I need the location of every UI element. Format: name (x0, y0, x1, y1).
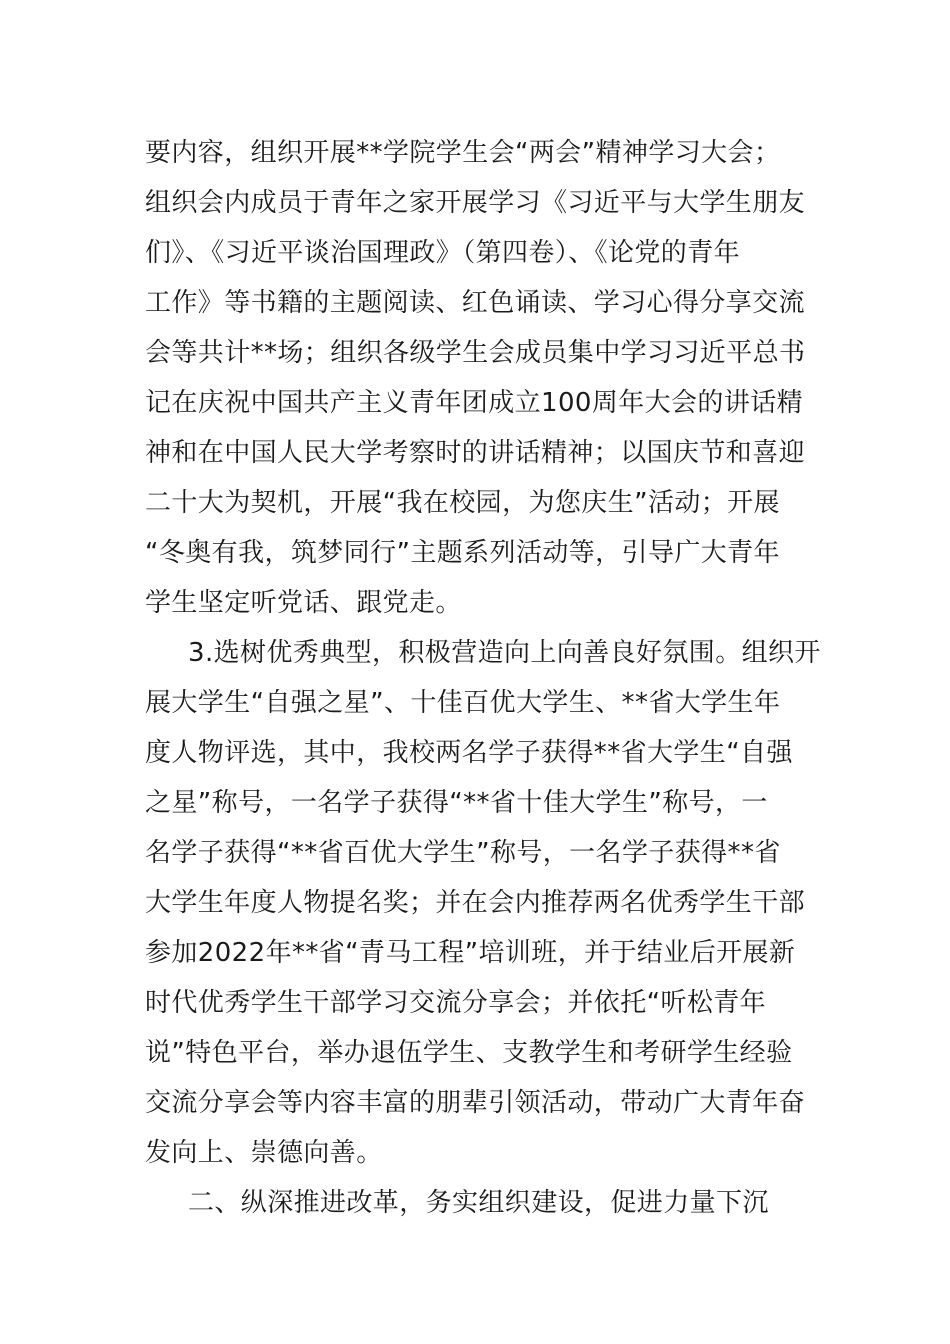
text-line: 工作》等书籍的主题阅读、红色诵读、学习心得分享交流 (145, 288, 806, 318)
text-line: 会等共计**场；组织各级学生会成员集中学习习近平总书 (145, 338, 806, 368)
text-line: 学生坚定听党话、跟党走。 (145, 588, 462, 618)
text-line: 度人物评选，其中，我校两名学子获得**省大学生“自强 (145, 738, 793, 768)
text-line: 时代优秀学生干部学习交流分享会；并依托“听松青年 (145, 988, 767, 1018)
text-line: 组织会内成员于青年之家开展学习《习近平与大学生朋友 (145, 188, 806, 218)
text-line: “冬奥有我，筑梦同行”主题系列活动等，引导广大青年 (145, 538, 780, 568)
section-heading: 二、纵深推进改革，务实组织建设，促进力量下沉 (188, 1188, 769, 1218)
text-line: 大学生年度人物提名奖；并在会内推荐两名优秀学生干部 (145, 888, 806, 918)
text-line: 之星”称号，一名学子获得“**省十佳大学生”称号，一 (145, 788, 768, 818)
text-line: 交流分享会等内容丰富的朋辈引领活动，带动广大青年奋 (145, 1088, 806, 1118)
text-line: 记在庆祝中国共产主义青年团成立100周年大会的讲话精 (145, 388, 804, 418)
text-line: 们》、《习近平谈治国理政》（第四卷）、《论党的青年 (145, 238, 741, 268)
text-line: 要内容，组织开展**学院学生会“两会”精神学习大会； (145, 138, 781, 168)
text-line: 发向上、崇德向善。 (145, 1138, 383, 1168)
text-line: 展大学生“自强之星”、十佳百优大学生、**省大学生年 (145, 688, 781, 718)
text-line: 3.选树优秀典型，积极营造向上向善良好氛围。组织开 (188, 638, 821, 668)
text-line: 参加2022年**省“青马工程”培训班，并于结业后开展新 (145, 938, 796, 968)
text-line: 名学子获得“**省百优大学生”称号，一名学子获得**省 (145, 838, 781, 868)
text-line: 神和在中国人民大学考察时的讲话精神；以国庆节和喜迎 (145, 438, 806, 468)
text-line: 说”特色平台，举办退伍学生、支教学生和考研学生经验 (145, 1038, 793, 1068)
text-line: 二十大为契机，开展“我在校园，为您庆生”活动；开展 (145, 488, 780, 518)
